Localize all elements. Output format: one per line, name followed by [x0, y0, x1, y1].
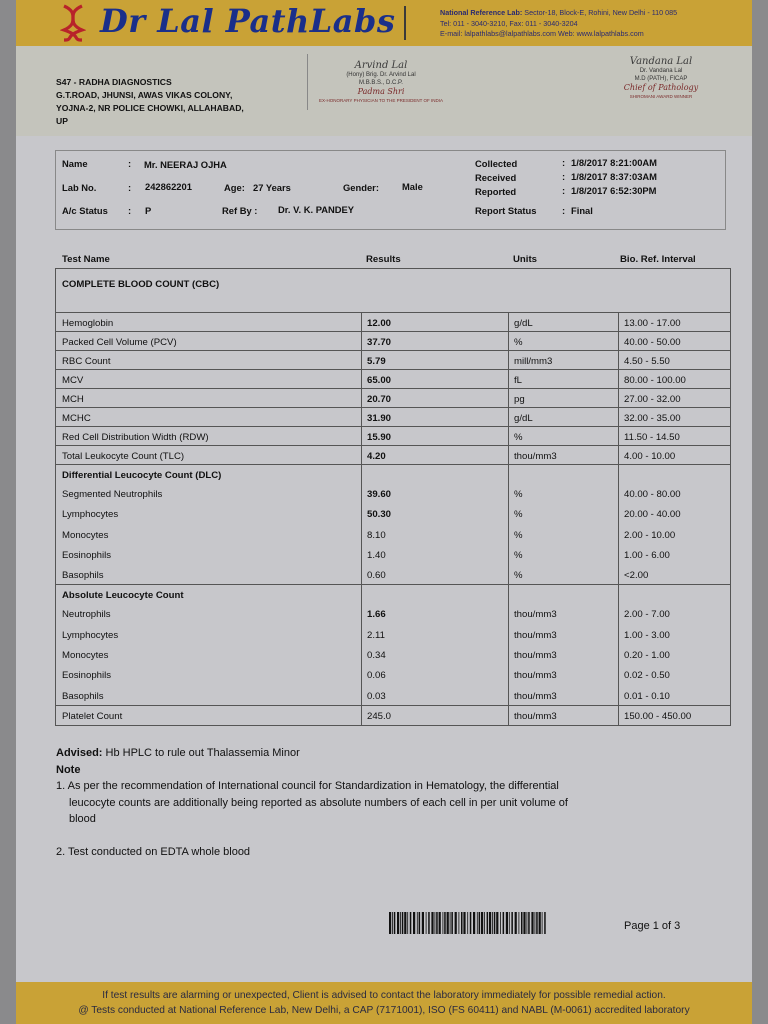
table-row — [56, 446, 730, 465]
ac-status: P — [145, 205, 152, 216]
test-name: Packed Cell Volume (PCV) — [62, 337, 177, 348]
test-unit: thou/mm3 — [514, 670, 557, 682]
signature-1: Arvind Lal — [354, 60, 408, 71]
test-name: Lymphocytes — [62, 509, 119, 521]
table-row — [56, 504, 730, 524]
note-1-line-1: 1. As per the recommendation of International council for Standardization in Hematology, the differential — [56, 780, 559, 792]
barcode-bar — [521, 912, 523, 934]
signatory-1 — [316, 60, 446, 105]
barcode-bar — [422, 912, 424, 934]
test-unit: % — [514, 509, 523, 521]
platelet-unit: thou/mm3 — [514, 710, 557, 722]
col-ref-interval: Bio. Ref. Interval — [620, 254, 696, 265]
table-row — [56, 525, 730, 545]
test-ref-interval: 20.00 - 40.00 — [624, 509, 681, 521]
test-result: 1.40 — [367, 549, 386, 561]
test-unit: fL — [514, 375, 523, 386]
test-ref-interval: 80.00 - 100.00 — [624, 375, 686, 386]
test-result: 8.10 — [367, 529, 386, 541]
header-bar — [16, 0, 752, 46]
test-unit: g/dL — [514, 318, 533, 329]
test-ref-interval: 27.00 - 32.00 — [624, 394, 681, 405]
test-unit: % — [514, 337, 523, 348]
barcode-bar — [407, 912, 408, 934]
barcode-bar — [426, 912, 427, 934]
barcode-bar — [479, 912, 481, 934]
barcode-bar — [443, 912, 444, 934]
col-test-name: Test Name — [62, 254, 110, 265]
platelet-result: 245.0 — [367, 710, 392, 722]
lab-no-label: Lab No. — [62, 182, 97, 193]
test-ref-interval: 32.00 - 35.00 — [624, 413, 681, 424]
barcode-bar — [431, 912, 433, 934]
barcode-bar — [503, 912, 505, 934]
test-ref-interval: 1.00 - 6.00 — [624, 549, 670, 561]
lab-no: 242862201 — [145, 181, 192, 192]
address-divider — [307, 54, 308, 110]
barcode-bar — [528, 912, 530, 934]
barcode-bar — [455, 912, 457, 934]
collected-sep: : — [562, 157, 566, 168]
barcode-bar — [542, 912, 543, 934]
barcode-bar — [467, 912, 468, 934]
signatory-1-degree: M.B.B.S., D.C.P. — [359, 79, 403, 86]
test-unit: thou/mm3 — [514, 451, 557, 462]
note-label: Note — [56, 763, 81, 776]
test-unit: thou/mm3 — [514, 609, 557, 621]
test-ref-interval: 11.50 - 14.50 — [624, 432, 680, 443]
barcode-bar — [484, 912, 485, 934]
section-header — [56, 269, 730, 313]
barcode-bar — [477, 912, 478, 934]
received-label: Received — [475, 172, 517, 183]
alc-header — [56, 585, 730, 604]
test-name: Monocytes — [62, 529, 109, 541]
test-name: Segmented Neutrophils — [62, 489, 163, 500]
barcode-bar — [527, 912, 528, 934]
dlc-header — [56, 465, 730, 484]
barcode-bar — [400, 912, 401, 934]
barcode-bar — [492, 912, 493, 934]
test-ref-interval: 0.01 - 0.10 — [624, 690, 670, 702]
barcode-bar — [511, 912, 513, 934]
ref-by-label: Ref By : — [222, 205, 258, 216]
test-ref-interval: 1.00 - 3.00 — [624, 629, 670, 641]
collected: 1/8/2017 8:21:00AM — [571, 157, 657, 168]
reference-lab-info — [440, 8, 677, 40]
test-result: 65.00 — [367, 375, 392, 386]
barcode-bar — [519, 912, 520, 934]
barcode-bar — [494, 912, 496, 934]
barcode-bar — [397, 912, 399, 934]
barcode-bar — [463, 912, 465, 934]
barcode-bar — [487, 912, 489, 934]
test-name: Eosinophils — [62, 670, 112, 682]
test-result: 12.00 — [367, 318, 392, 329]
test-name: Monocytes — [62, 650, 109, 662]
alc-rows — [56, 604, 730, 705]
signatory-2-degree: M.D (PATH), FICAP — [634, 75, 688, 82]
test-result: 5.79 — [367, 356, 386, 367]
barcode-bar — [496, 912, 498, 934]
advised-line — [56, 745, 656, 762]
signature-2: Vandana Lal — [629, 56, 693, 67]
signatory-2-role: Chief of Pathology — [623, 83, 699, 92]
barcode-bar — [481, 912, 483, 934]
report-status: Final — [571, 205, 593, 216]
table-row — [56, 625, 730, 645]
ac-status-label: A/c Status — [62, 205, 108, 216]
test-ref-interval: 40.00 - 80.00 — [624, 489, 681, 500]
signatory-2-award: SHIROMANI AWARD WINNER — [629, 94, 693, 99]
test-unit: % — [514, 549, 523, 561]
lab-address: S47 - RADHA DIAGNOSTICS G.T.ROAD, JHUNSI, AWAS VIKAS COLONY, YOJNA-2, NR POLICE CHOWKI, ALLAHABAD, UP — [56, 77, 244, 126]
test-result: 0.06 — [367, 670, 386, 682]
reported-sep: : — [562, 185, 566, 196]
table-row — [56, 604, 730, 624]
barcode-bar — [417, 912, 418, 934]
barcode-bar — [500, 912, 501, 934]
table-row — [56, 665, 730, 685]
footer-bar — [16, 982, 752, 1024]
platelet-ref: 150.00 - 450.00 — [624, 710, 692, 722]
test-name: Red Cell Distribution Width (RDW) — [62, 432, 209, 443]
report-status-sep: : — [562, 205, 566, 216]
barcode-bar — [536, 912, 538, 934]
col-results: Results — [366, 254, 401, 265]
report-status-label: Report Status — [475, 205, 537, 216]
test-name: Total Leukocyte Count (TLC) — [62, 451, 185, 462]
reported: 1/8/2017 6:52:30PM — [571, 185, 657, 196]
name-label: Name — [62, 158, 88, 169]
signatory-1-award: Padma Shri — [357, 87, 405, 96]
barcode-bar — [428, 912, 430, 934]
alc-title: Absolute Leucocyte Count — [62, 590, 184, 602]
gender-label: Gender: — [343, 182, 379, 193]
test-ref-interval: 2.00 - 10.00 — [624, 529, 676, 541]
test-result: 0.34 — [367, 650, 386, 662]
table-row — [56, 313, 730, 332]
age: 27 Years — [253, 182, 291, 193]
test-unit: % — [514, 489, 523, 500]
test-name: Basophils — [62, 570, 104, 582]
collected-label: Collected — [475, 158, 518, 169]
test-unit: % — [514, 570, 523, 582]
ref-lab-label: National Reference Lab: — [440, 8, 523, 17]
barcode-bar — [544, 912, 546, 934]
test-unit: pg — [514, 394, 525, 405]
test-result: 39.60 — [367, 489, 392, 500]
ac-status-sep: : — [128, 205, 132, 216]
table-header — [55, 248, 731, 268]
cbc-rows — [56, 313, 730, 465]
test-ref-interval: 0.02 - 0.50 — [624, 670, 670, 682]
ref-by: Dr. V. K. PANDEY — [278, 204, 355, 215]
test-name: MCHC — [62, 413, 91, 424]
test-name: RBC Count — [62, 356, 111, 367]
table-row — [56, 565, 730, 585]
table-row — [56, 332, 730, 351]
table-row — [56, 370, 730, 389]
test-unit: % — [514, 529, 523, 541]
test-name: Hemoglobin — [62, 318, 114, 329]
report-page — [16, 0, 752, 1024]
ref-lab-address: Sector-18, Block-E, Rohini, New Delhi - 110 085 — [524, 8, 678, 17]
dlc-rows — [56, 484, 730, 585]
test-name: Basophils — [62, 690, 104, 702]
test-ref-interval: <2.00 — [624, 570, 649, 582]
table-row — [56, 686, 730, 706]
table-row — [56, 427, 730, 446]
signatory-2-name: Dr. Vandana Lal — [639, 68, 683, 74]
test-name: MCV — [62, 375, 84, 386]
barcode-bar — [473, 912, 475, 934]
barcode-bar — [489, 912, 491, 934]
barcode-bar — [470, 912, 472, 934]
test-ref-interval: 0.20 - 1.00 — [624, 650, 670, 662]
signatory-1-name: (Hony) Brig. Dr. Arvind Lal — [346, 72, 416, 78]
test-unit: thou/mm3 — [514, 690, 557, 702]
barcode-bar — [402, 912, 404, 934]
reported-label: Reported — [475, 186, 517, 197]
test-ref-interval: 4.00 - 10.00 — [624, 451, 676, 462]
table-row — [56, 484, 730, 504]
note-1-line-3: blood — [69, 813, 96, 825]
barcode-bar — [459, 912, 460, 934]
test-unit: thou/mm3 — [514, 629, 557, 641]
test-unit: % — [514, 432, 523, 443]
platelet-name: Platelet Count — [62, 710, 123, 722]
received: 1/8/2017 8:37:03AM — [571, 171, 657, 182]
barcode-bar — [444, 912, 446, 934]
table-row — [56, 351, 730, 370]
barcode-bar — [539, 912, 541, 934]
table-row — [56, 408, 730, 427]
barcode-bar — [410, 912, 412, 934]
footer-line-2: @ Tests conducted at National Reference Lab, New Delhi, a CAP (7171001), ISO (FS 60411) and NABL (M-0061) accredited laboratory — [78, 1005, 690, 1016]
barcode — [389, 912, 549, 934]
test-ref-interval: 13.00 - 17.00 — [624, 318, 681, 329]
notes-section — [56, 745, 656, 860]
barcode-bar — [531, 912, 533, 934]
note-2: 2. Test conducted on EDTA whole blood — [56, 845, 251, 858]
dlc-title: Differential Leucocyte Count (DLC) — [62, 470, 222, 481]
test-ref-interval: 2.00 - 7.00 — [624, 609, 670, 621]
barcode-bar — [461, 912, 463, 934]
test-ref-interval: 40.00 - 50.00 — [624, 337, 681, 348]
test-name: Neutrophils — [62, 609, 111, 621]
signatory-1-role: EX-HONORARY PHYSICIAN TO THE PRESIDENT OF INDIA — [318, 98, 444, 103]
note-1-line-2: leucocyte counts are additionally being reported as absolute numbers of each cell in per unit volume of — [69, 796, 568, 809]
table-row — [56, 389, 730, 408]
ref-lab-tel: Tel: 011 - 3040-3210, Fax: 011 - 3040-3204 — [440, 18, 578, 28]
test-unit: thou/mm3 — [514, 650, 557, 662]
barcode-bar — [523, 912, 525, 934]
advised-text: Hb HPLC to rule out Thalassemia Minor — [105, 747, 300, 759]
dna-logo-icon — [60, 4, 86, 42]
barcode-bar — [392, 912, 393, 934]
barcode-bar — [447, 912, 449, 934]
barcode-bar — [535, 912, 536, 934]
barcode-bar — [394, 912, 396, 934]
test-result: 0.60 — [367, 570, 386, 582]
barcode-bar — [451, 912, 453, 934]
barcode-bar — [435, 912, 436, 934]
test-result: 1.66 — [367, 609, 386, 621]
results-table — [55, 268, 731, 726]
test-unit: g/dL — [514, 413, 533, 424]
page-number: Page 1 of 3 — [624, 920, 681, 932]
test-name: Lymphocytes — [62, 629, 119, 641]
barcode-bar — [436, 912, 438, 934]
gender: Male — [402, 181, 423, 192]
received-sep: : — [562, 171, 566, 182]
test-result: 37.70 — [367, 337, 392, 348]
patient-name: Mr. NEERAJ OJHA — [144, 159, 227, 170]
section-title: COMPLETE BLOOD COUNT (CBC) — [62, 279, 220, 290]
signatory-2 — [616, 56, 706, 101]
test-name: MCH — [62, 394, 84, 405]
barcode-bar — [509, 912, 510, 934]
table-row — [56, 545, 730, 565]
test-result: 4.20 — [367, 451, 386, 462]
barcode-bar — [439, 912, 441, 934]
test-result: 50.30 — [367, 509, 392, 521]
age-label: Age: — [224, 182, 245, 193]
logo-text: Dr Lal PathLabs — [100, 2, 396, 40]
table-row — [56, 645, 730, 665]
advised-label: Advised: — [56, 747, 103, 759]
barcode-bar — [404, 912, 406, 934]
table-row — [56, 706, 730, 725]
barcode-bar — [413, 912, 415, 934]
name-sep: : — [128, 158, 132, 169]
ref-lab-email: E-mail: lalpathlabs@lalpathlabs.com Web: www.lalpathlabs.com — [440, 29, 644, 38]
barcode-bar — [450, 912, 451, 934]
test-ref-interval: 4.50 - 5.50 — [624, 356, 670, 367]
test-result: 2.11 — [367, 629, 385, 641]
barcode-bar — [506, 912, 508, 934]
col-units: Units — [513, 254, 537, 265]
barcode-bar — [389, 912, 391, 934]
logo-divider — [404, 6, 406, 40]
test-result: 31.90 — [367, 413, 392, 424]
lab-no-sep: : — [128, 182, 132, 193]
test-name: Eosinophils — [62, 549, 112, 561]
test-result: 0.03 — [367, 690, 386, 702]
patient-info-box — [55, 150, 726, 230]
test-result: 15.90 — [367, 432, 392, 443]
test-result: 20.70 — [367, 394, 392, 405]
barcode-bar — [419, 912, 421, 934]
footer-line-1: If test results are alarming or unexpected, Client is advised to contact the laboratory immediately for possible remedial action. — [102, 990, 666, 1001]
test-unit: mill/mm3 — [514, 356, 553, 367]
barcode-bar — [515, 912, 517, 934]
